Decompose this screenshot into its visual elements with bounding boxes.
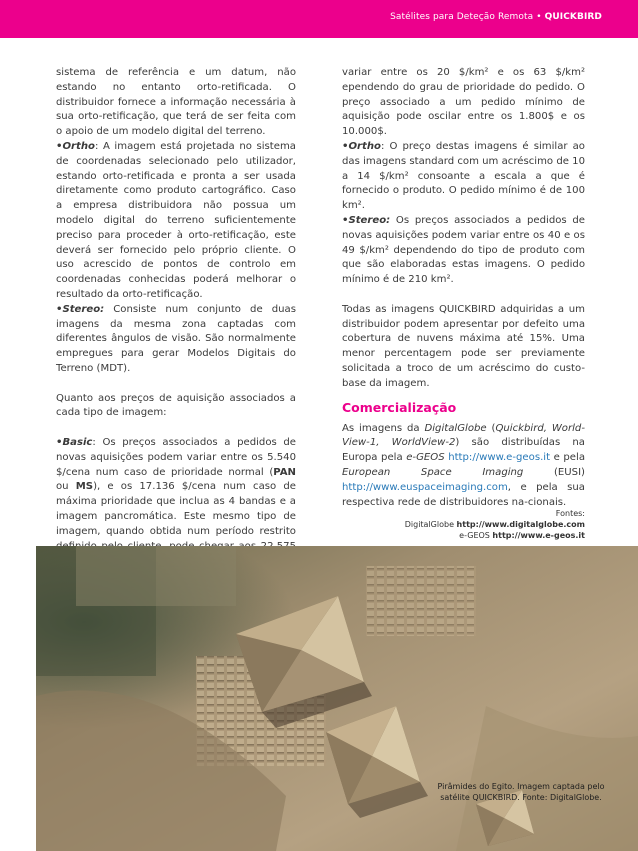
comm-text-6: , e pela sua respectiva rede de distribuidores na-cionais. [342,481,585,508]
euspaceimaging-link[interactable]: http://www.euspaceimaging.com [342,481,508,493]
source-egeos-label: e-GEOS [459,531,493,540]
header-title: Satélites para Deteção Remota [390,12,534,22]
paragraph-ortho-price [342,140,585,214]
photo-caption: Pirâmides do Egito. Imagem captada pelo satélite QUICKBIRD. Fonte: DigitalGlobe. [437,782,605,802]
term-basic: •Basic [56,436,93,448]
ortho-price-description: : O preço destas imagens é similar ao das imagens standard com um acréscimo de 10 a 14 $/km² consoante a escala a que é fornecido o produto. O pedido mínimo é de 100 km². [342,140,585,212]
comm-egeos: e-GEOS [406,452,445,464]
paragraph-commercialization [342,422,585,511]
satellite-image [36,546,638,851]
paragraph-standard-cont: variar entre os 20 $/km² e os 63 $/km² ependendo do grau de prioridade do pedido. O preço associado a um pedido mínimo de aquisição pode oscilar entre os 1.800$ e os 10.000$. [342,67,585,138]
source-digitalglobe-label: DigitalGlobe [404,520,457,529]
sources-title: Fontes: [555,509,585,518]
term-stereo: •Stereo: [56,303,105,315]
term-ortho-price: •Ortho [342,140,381,152]
header-section: QUICKBIRD [544,12,602,22]
comm-text-1: As imagens da [342,422,425,434]
running-header [390,12,602,22]
comm-digitalglobe: DigitalGlobe [424,422,487,434]
paragraph-stereo-price [342,214,585,288]
comm-text-3: ) são distribuídas na Europa pela [342,437,585,464]
ortho-description: : A imagem está projetada no sistema de coordenadas selecionado pelo utilizador, estando orto-retificada e pronta a ser usada diretamente como produto cartográfico. Caso a empresa distribuidora não possua um modelo digital do terreno suficientemente preciso para proceder à orto-retificação, este deverá ser fornecido pelo próprio cliente. O uso acrescido de pontos de controlo em coordenadas conhecidas poderá melhorar o resultado da orto-retificação. [56,140,296,300]
comm-text-2: ( [486,422,496,434]
source-egeos [325,530,585,541]
paragraph-datum: sistema de referência e um datum, não estando no entanto orto-retificada. O distribuidor fornece a informação necessária à sua orto-retificação, que terá de ser feita com o apoio de um modelo digital del terreno. [56,67,296,138]
comm-satellites: Quickbird, World-View-1, WorldView-2 [342,422,585,449]
paragraph-stereo [56,303,296,377]
basic-pan: PAN [273,466,296,478]
comm-text-4: e pela [550,452,586,464]
paragraph-ortho [56,140,296,303]
right-column [342,66,585,510]
source-digitalglobe-url[interactable]: http://www.digitalglobe.com [456,520,585,529]
term-stereo-price: •Stereo: [342,214,391,226]
satellite-photo-pyramids [36,546,638,851]
basic-or: ou [56,481,76,493]
section-heading-comercializacao: Comercialização [342,399,457,415]
left-column [56,66,296,613]
paragraph-quickbird-clouds: Todas as imagens QUICKBIRD adquiridas a um distribuidor podem apresentar por defeito uma cobertura de nuvens máxima até 15%. Uma menor percentagem pode ser previamente solicitada a troco de um acréscimo do custo-base da imagem. [342,303,585,389]
header-separator: • [533,12,545,22]
stereo-price-description: Os preços associados a pedidos de novas aquisições podem variar entre os 40 e os 49 $/km² dependendo do tipo de produto com que são elaboradas estas imagens. O pedido mínimo é de 210 km². [342,214,585,286]
comm-text-5: (EUSI) [523,466,585,478]
basic-text-1: : Os preços associados a pedidos de novas aquisições podem variar entre os 5.540 $/cena num caso de prioridade normal ( [56,436,296,478]
sources-block [325,508,585,541]
comm-european-space-imaging: European Space Imaging [342,466,524,478]
source-egeos-url[interactable]: http://www.e-geos.it [492,531,585,540]
paragraph-prices-intro: Quanto aos preços de aquisição associados a cada tipo de imagem: [56,392,296,419]
egeos-link[interactable]: http://www.e-geos.it [448,452,551,464]
source-digitalglobe [325,519,585,530]
basic-text-2: ), e os 17.136 $/cena num caso de máxima prioridade que inclua as 4 bandas e a imagem pancromática. Este mesmo tipo de imagem, quando obtida num período restrito [56,481,296,537]
stereo-description: Consiste num conjunto de duas imagens da mesma zona captadas com diferentes ângulos de visão. São normalmente empregues para gerar Modelos Digitais do Terreno (MDT). [56,303,296,374]
term-ortho: •Ortho [56,140,95,152]
basic-ms: MS [75,481,94,493]
